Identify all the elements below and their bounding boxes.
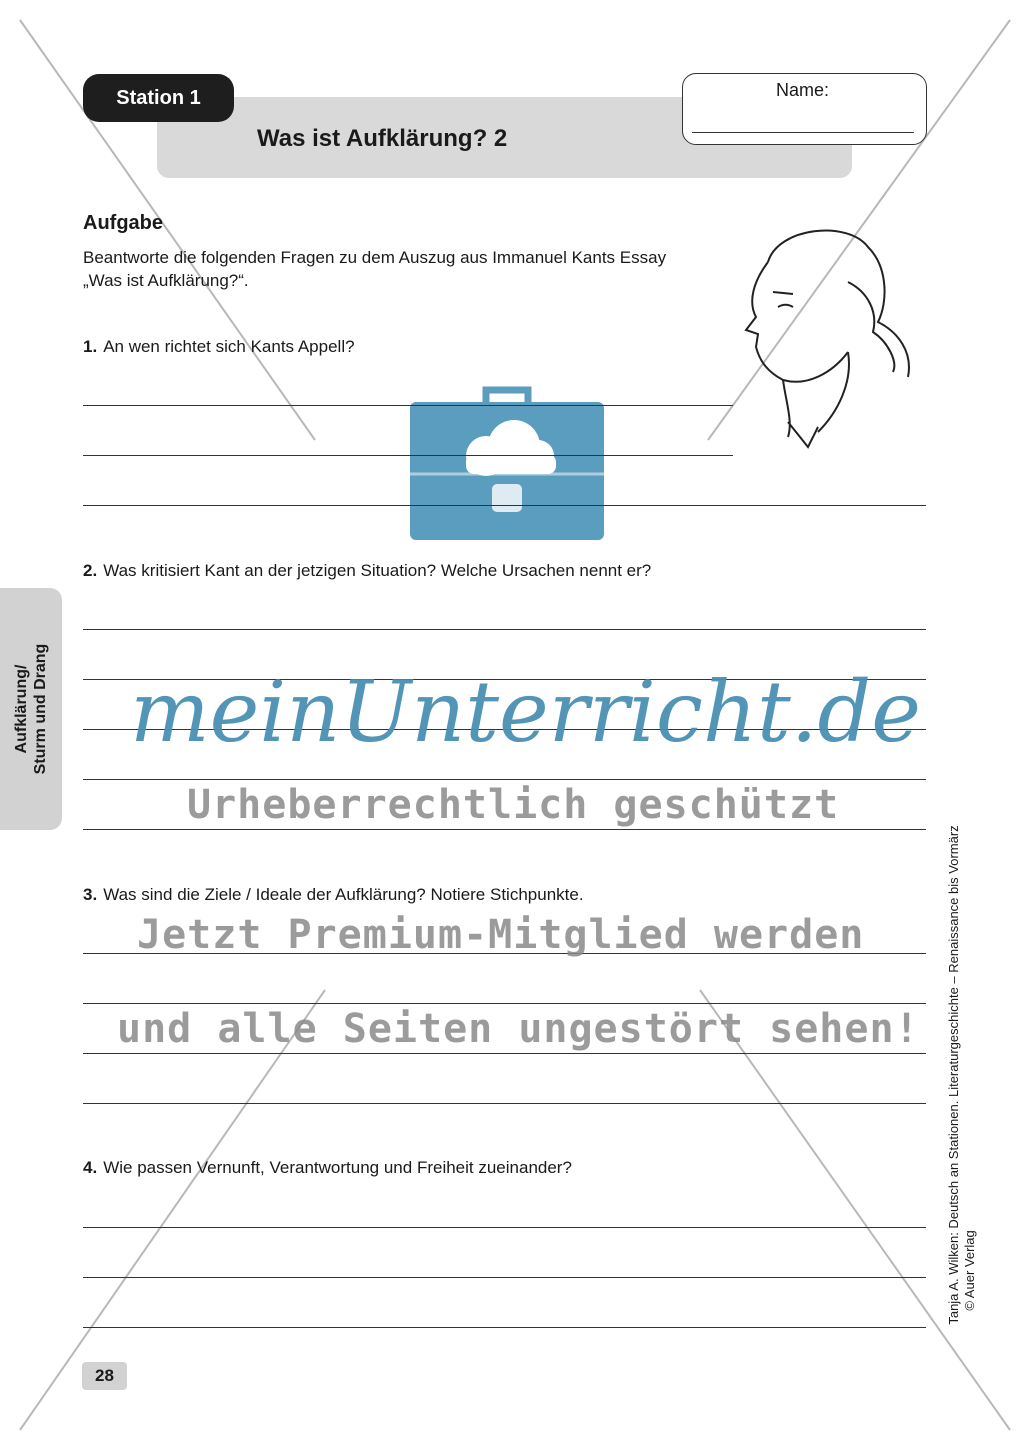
answer-line[interactable]	[83, 405, 733, 406]
page-number: 28	[82, 1362, 127, 1390]
answer-line[interactable]	[83, 1277, 926, 1278]
answer-line[interactable]	[83, 1227, 926, 1228]
briefcase-icon	[408, 384, 606, 544]
answer-line[interactable]	[83, 1103, 926, 1104]
chapter-side-tab-label: Aufklärung/ Sturm und Drang	[13, 643, 49, 775]
question-2: 2. Was kritisiert Kant an der jetzigen Situation? Welche Ursachen nennt er?	[83, 561, 652, 580]
task-intro: Beantworte die folgenden Fragen zu dem Auszug aus Immanuel Kants Essay „Was ist Aufklärung?“.	[83, 248, 667, 290]
answer-line[interactable]	[83, 1003, 926, 1004]
answer-line[interactable]	[83, 455, 733, 456]
answer-line[interactable]	[83, 505, 926, 506]
answer-line[interactable]	[83, 1053, 926, 1054]
name-field-line[interactable]	[692, 132, 914, 133]
question-3: 3. Was sind die Ziele / Ideale der Aufklärung? Notiere Stichpunkte.	[83, 885, 584, 904]
page-title: Was ist Aufklärung? 2	[257, 125, 508, 152]
answer-line[interactable]	[83, 829, 926, 830]
answer-line[interactable]	[83, 629, 926, 630]
answer-line[interactable]	[83, 1327, 926, 1328]
station-badge: Station 1	[83, 74, 234, 122]
question-4: 4. Wie passen Vernunft, Verantwortung und Freiheit zueinander?	[83, 1158, 572, 1177]
watermark-line-1: Urheberrechtlich geschützt	[187, 782, 840, 828]
question-1: 1. An wen richtet sich Kants Appell?	[83, 337, 355, 356]
answer-line[interactable]	[83, 779, 926, 780]
watermark-brand: meinUnterricht.de	[130, 663, 921, 761]
watermark-line-2: Jetzt Premium-Mitglied werden	[137, 912, 865, 958]
publisher-credit: Tanja A. Wilken: Deutsch an Stationen. Literaturgeschichte – Renaissance bis Vormärz © Auer Verlag	[946, 825, 977, 1325]
kant-portrait-illustration	[738, 222, 918, 450]
task-heading: Aufgabe	[83, 212, 163, 234]
watermark-line-3: und alle Seiten ungestört sehen!	[117, 1006, 920, 1052]
name-label: Name:	[776, 80, 830, 100]
